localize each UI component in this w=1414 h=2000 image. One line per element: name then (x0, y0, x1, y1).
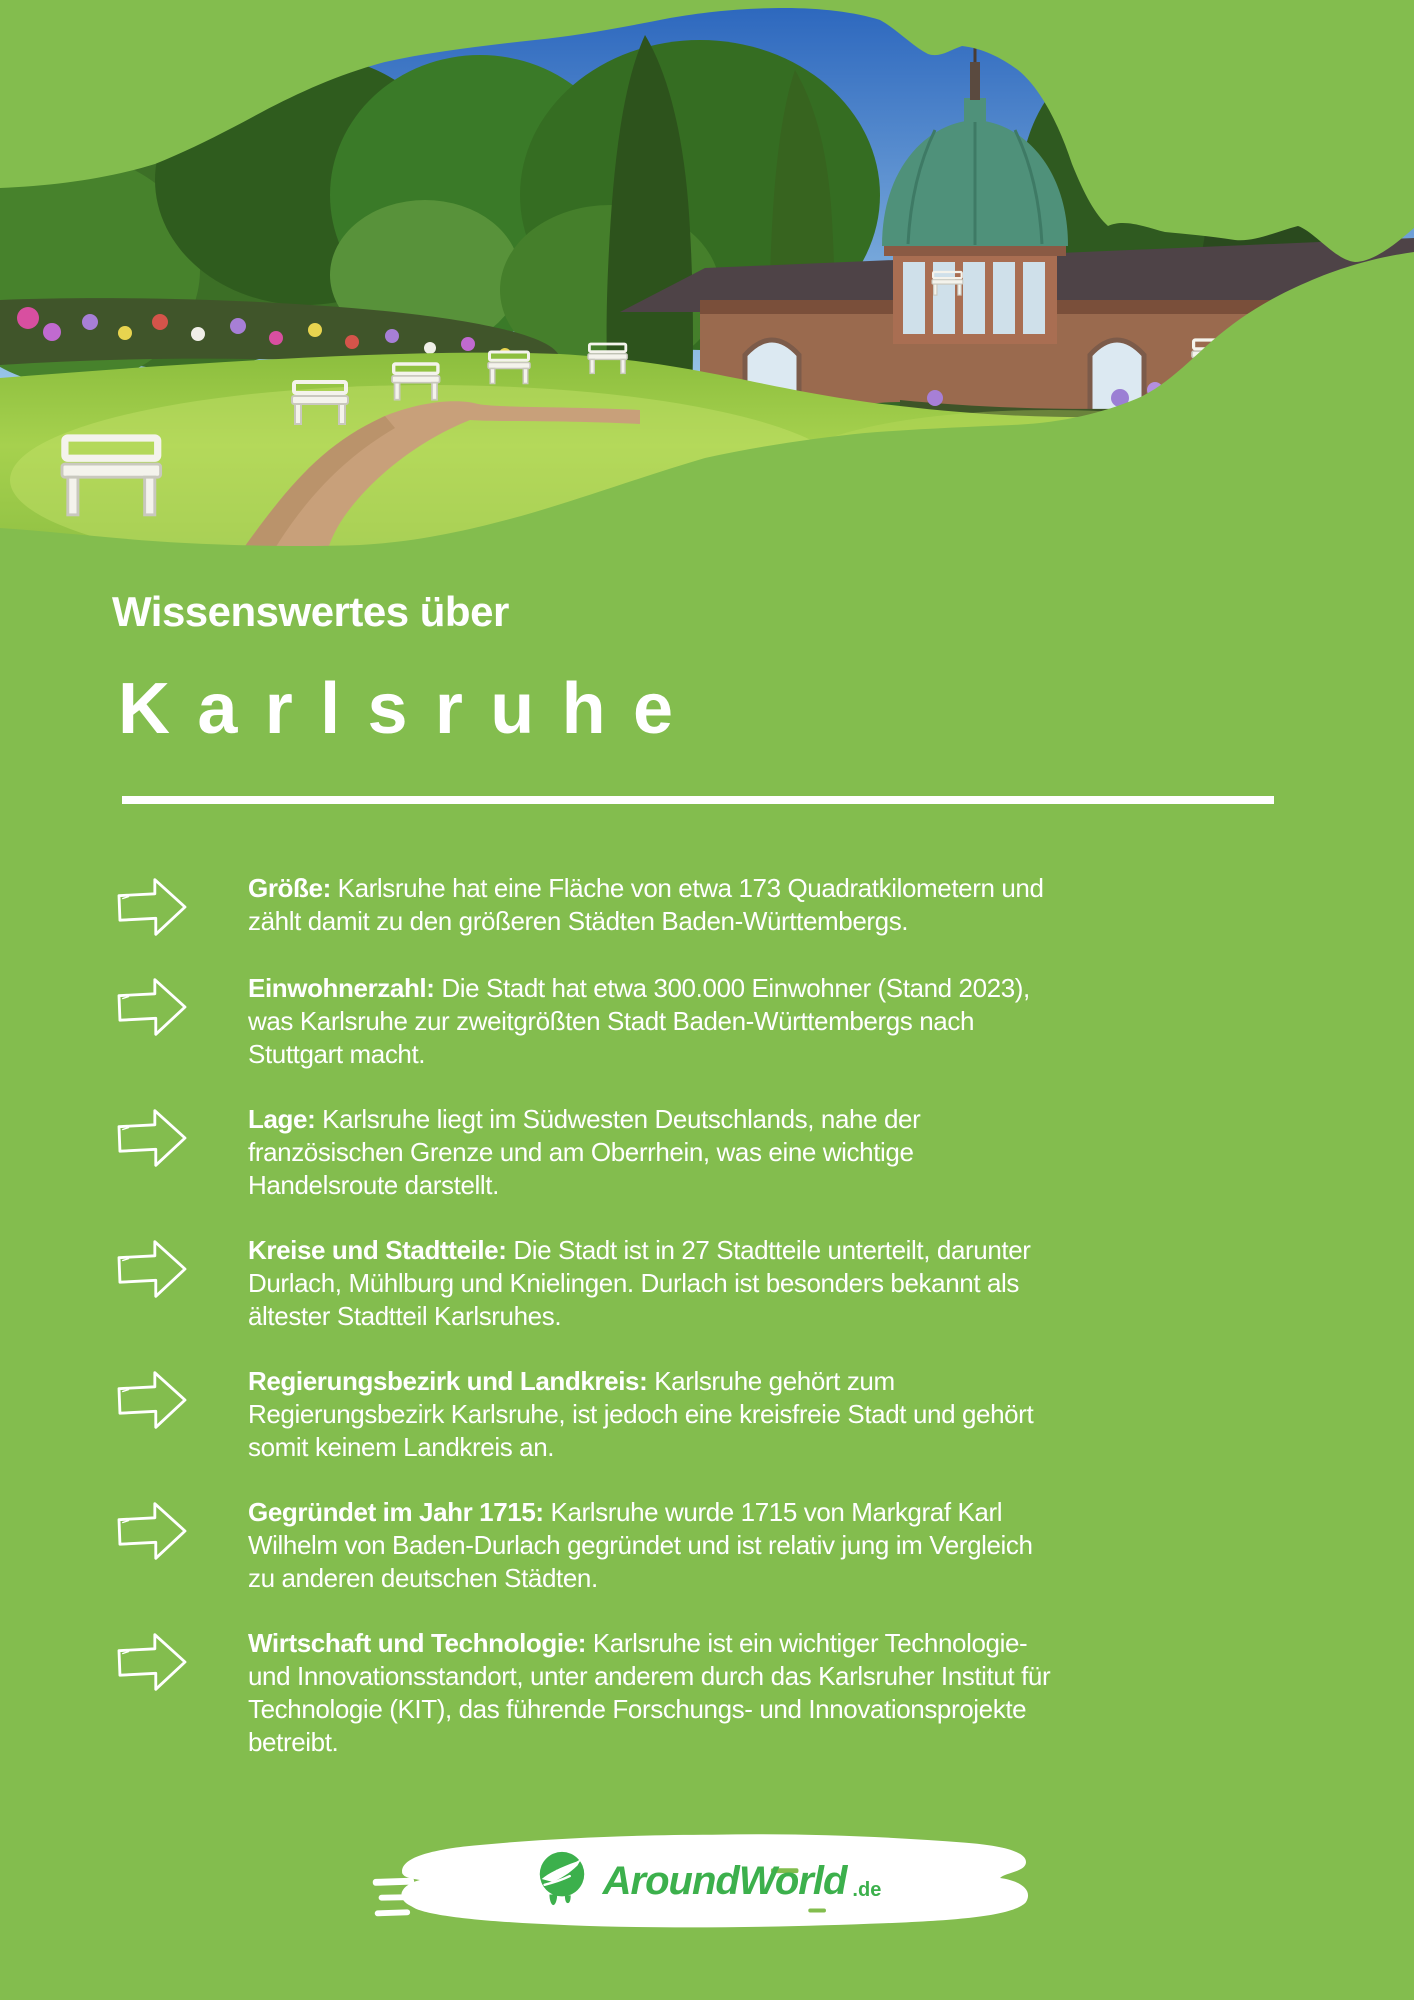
fact-text (248, 1496, 1060, 1595)
fact-text (248, 1103, 1060, 1202)
fact-label: Regierungsbezirk und Landkreis: (248, 1366, 648, 1396)
footer-brush (367, 1822, 1047, 1940)
hero-photo (0, 0, 1414, 560)
arrow-right-icon (113, 872, 248, 940)
facts-list (113, 872, 1103, 1791)
fact-text (248, 1627, 1060, 1759)
fact-body: Karlsruhe ist ein wichtiger Technologie- und Innovationsstandort, unter anderem durch das Karlsruher Institut für Technologie (KIT), das führende Forschungs- und Innovationsprojekte betreibt. (248, 1628, 1051, 1757)
fact-label: Wirtschaft und Technologie: (248, 1628, 587, 1658)
fact-item (113, 1627, 1103, 1759)
arrow-right-icon (113, 1496, 248, 1564)
fact-body: Karlsruhe gehört zum Regierungsbezirk Karlsruhe, ist jedoch eine kreisfreie Stadt und gehört somit keinem Landkreis an. (248, 1366, 1034, 1462)
brand-suffix: .de (852, 1878, 882, 1901)
arrow-right-icon (113, 1365, 248, 1433)
fact-item (113, 1365, 1103, 1464)
title-divider (122, 796, 1274, 804)
page-title: Karlsruhe (118, 669, 701, 749)
fact-body: Die Stadt hat etwa 300.000 Einwohner (Stand 2023), was Karlsruhe zur zweitgrößten Stadt Baden-Württembergs nach Stuttgart macht. (248, 973, 1030, 1069)
brand-logo (367, 1822, 1047, 1940)
fact-label: Kreise und Stadtteile: (248, 1235, 507, 1265)
fact-item (113, 1496, 1103, 1595)
fact-text (248, 872, 1060, 938)
fact-label: Gegründet im Jahr 1715: (248, 1497, 544, 1527)
fact-item (113, 1103, 1103, 1202)
globe-plane-icon (533, 1850, 591, 1913)
brand-name: AroundWorld (602, 1858, 847, 1903)
fact-text (248, 972, 1060, 1071)
arrow-right-icon (113, 972, 248, 1040)
arrow-right-icon (113, 1234, 248, 1302)
fact-label: Größe: (248, 873, 331, 903)
arrow-right-icon (113, 1627, 248, 1695)
fact-text (248, 1365, 1060, 1464)
fact-text (248, 1234, 1060, 1333)
fact-item (113, 1234, 1103, 1333)
fact-item (113, 872, 1103, 940)
page-kicker: Wissenswertes über (112, 588, 509, 635)
arrow-right-icon (113, 1103, 248, 1171)
fact-body: Karlsruhe wurde 1715 von Markgraf Karl Wilhelm von Baden-Durlach gegründet und ist relativ jung im Vergleich zu anderen deutschen Städten. (248, 1497, 1033, 1593)
fact-body: Karlsruhe liegt im Südwesten Deutschlands, nahe der französischen Grenze und am Oberrhein, was eine wichtige Handelsroute darstellt. (248, 1104, 921, 1200)
fact-item (113, 972, 1103, 1071)
fact-body: Karlsruhe hat eine Fläche von etwa 173 Quadratkilometern und zählt damit zu den größeren Städten Baden-Württembergs. (248, 873, 1044, 936)
fact-label: Lage: (248, 1104, 316, 1134)
fact-body: Die Stadt ist in 27 Stadtteile unterteilt, darunter Durlach, Mühlburg und Knielingen. Durlach ist besonders bekannt als ältester Stadtteil Karlsruhes. (248, 1235, 1031, 1331)
fact-label: Einwohnerzahl: (248, 973, 435, 1003)
